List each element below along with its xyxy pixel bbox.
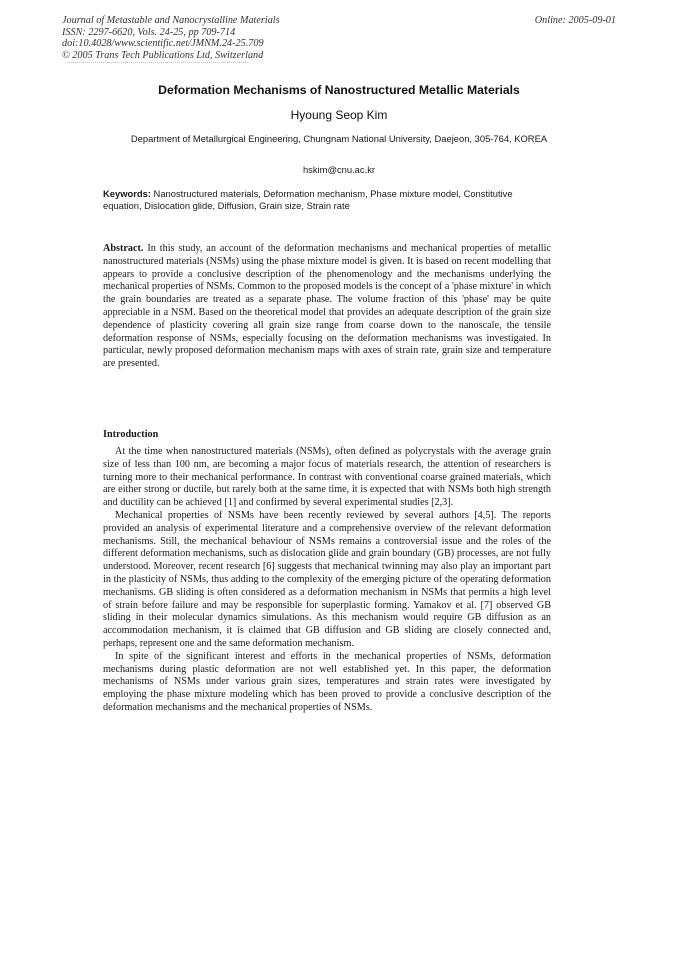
introduction-section (103, 446, 551, 715)
intro-paragraph-3: In spite of the significant interest and efforts in the mechanical properties of NSMs, deformation mechanisms during plastic deformation are not well established yet. In this paper, the deformation mechanisms of NSMs under various grain sizes, temperatures and strain rates were investigated by employing the phase mixture modeling which has been proved to provide a conclusive description of the deformation mechanisms and the mechanical properties of NSMs. (103, 650, 551, 713)
keywords-section (103, 188, 551, 212)
abstract-section (103, 243, 551, 371)
paper-title: Deformation Mechanisms of Nanostructured Metallic Materials (158, 83, 520, 97)
issn-line: ISSN: 2297-6620, Vols. 24-25, pp 709-714 (62, 26, 236, 38)
author-name: Hyoung Seop Kim (290, 108, 388, 122)
copyright-line: © 2005 Trans Tech Publications Ltd, Switzerland (62, 49, 264, 61)
online-date: Online: 2005-09-01 (534, 15, 616, 26)
abstract-label: Abstract. (103, 243, 144, 254)
introduction-heading: Introduction (103, 429, 159, 440)
author-email: hskim@cnu.ac.kr (302, 164, 376, 175)
author-affiliation: Department of Metallurgical Engineering, Chungnam National University, Daejeon, 305-764, KOREA (130, 133, 548, 144)
abstract-text: In this study, an account of the deformation mechanisms and mechanical properties of metallic nanostructured materials (NSMs) using the phase mixture model is given. It is based on recent modelling that appears to provide a conclusive description of the phenomenology and the mechanisms underlying the mechanical properties of NSMs. Common to the proposed models is the concept of a 'phase mixture' in which the grain boundaries are treated as a separate phase. The volume fraction of this 'phase' may be quite appreciable in a NSM. Based on the theoretical model that provides an adequate description of the grain size dependence of plasticity covering all grain size range from coarse down to the nanoscale, the tensile deformation response of NSMs, especially focusing on the deformation mechanisms was investigated. In particular, newly proposed deformation mechanism maps with axes of strain rate, grain size and temperature are presented. (103, 243, 551, 370)
journal-header (62, 15, 280, 61)
intro-paragraph-2: Mechanical properties of NSMs have been recently reviewed by several authors [4,5]. The reports provided an analysis of experimental literature and a comprehensive overview of the relevant deformation mechanisms. Still, the mechanical behaviour of NSMs remains a controversial issue and the roles of the different deformation mechanisms, such as dislocation glide and grain boundary (GB) processes, are not fully understood. Moreover, recent research [6] suggests that mechanical twinning may also play an important part in the plasticity of NSMs, thus adding to the complexity of the emerging picture of the operating deformation mechanisms. GB sliding is often considered as a deformation mechanism in NSMs that permits a high level of strain before failure and may be responsible for superplastic forming. Yamakov et al. [7] observed GB sliding in their molecular dynamics simulations. As this mechanism would require GB diffusion as an accommodation mechanism, it is claimed that GB diffusion and GB sliding are closely connected and, perhaps, represent one and the same deformation mechanism. (103, 509, 551, 649)
doi-line: doi:10.4028/www.scientific.net/JMNM.24-25.709 (62, 38, 264, 49)
keywords-text: Nanostructured materials, Deformation mechanism, Phase mixture model, Constitutive equation, Dislocation glide, Diffusion, Grain size, Strain rate (103, 188, 513, 211)
keywords-label: Keywords: (103, 188, 151, 199)
scan-artifact (68, 62, 248, 66)
journal-name: Journal of Metastable and Nanocrystalline Materials (62, 15, 280, 26)
intro-paragraph-1: At the time when nanostructured materials (NSMs), often defined as polycrystals with the average grain size of less than 100 nm, are becoming a major focus of materials research, the attention of researchers is turning more to their mechanical performance. In contrast with conventional coarse grained materials, which are either strong or ductile, but rarely both at the same time, it is expected that with NSMs both high strength and ductility can be achieved [1] and confirmed by several experimental studies [2,3]. (103, 446, 551, 509)
